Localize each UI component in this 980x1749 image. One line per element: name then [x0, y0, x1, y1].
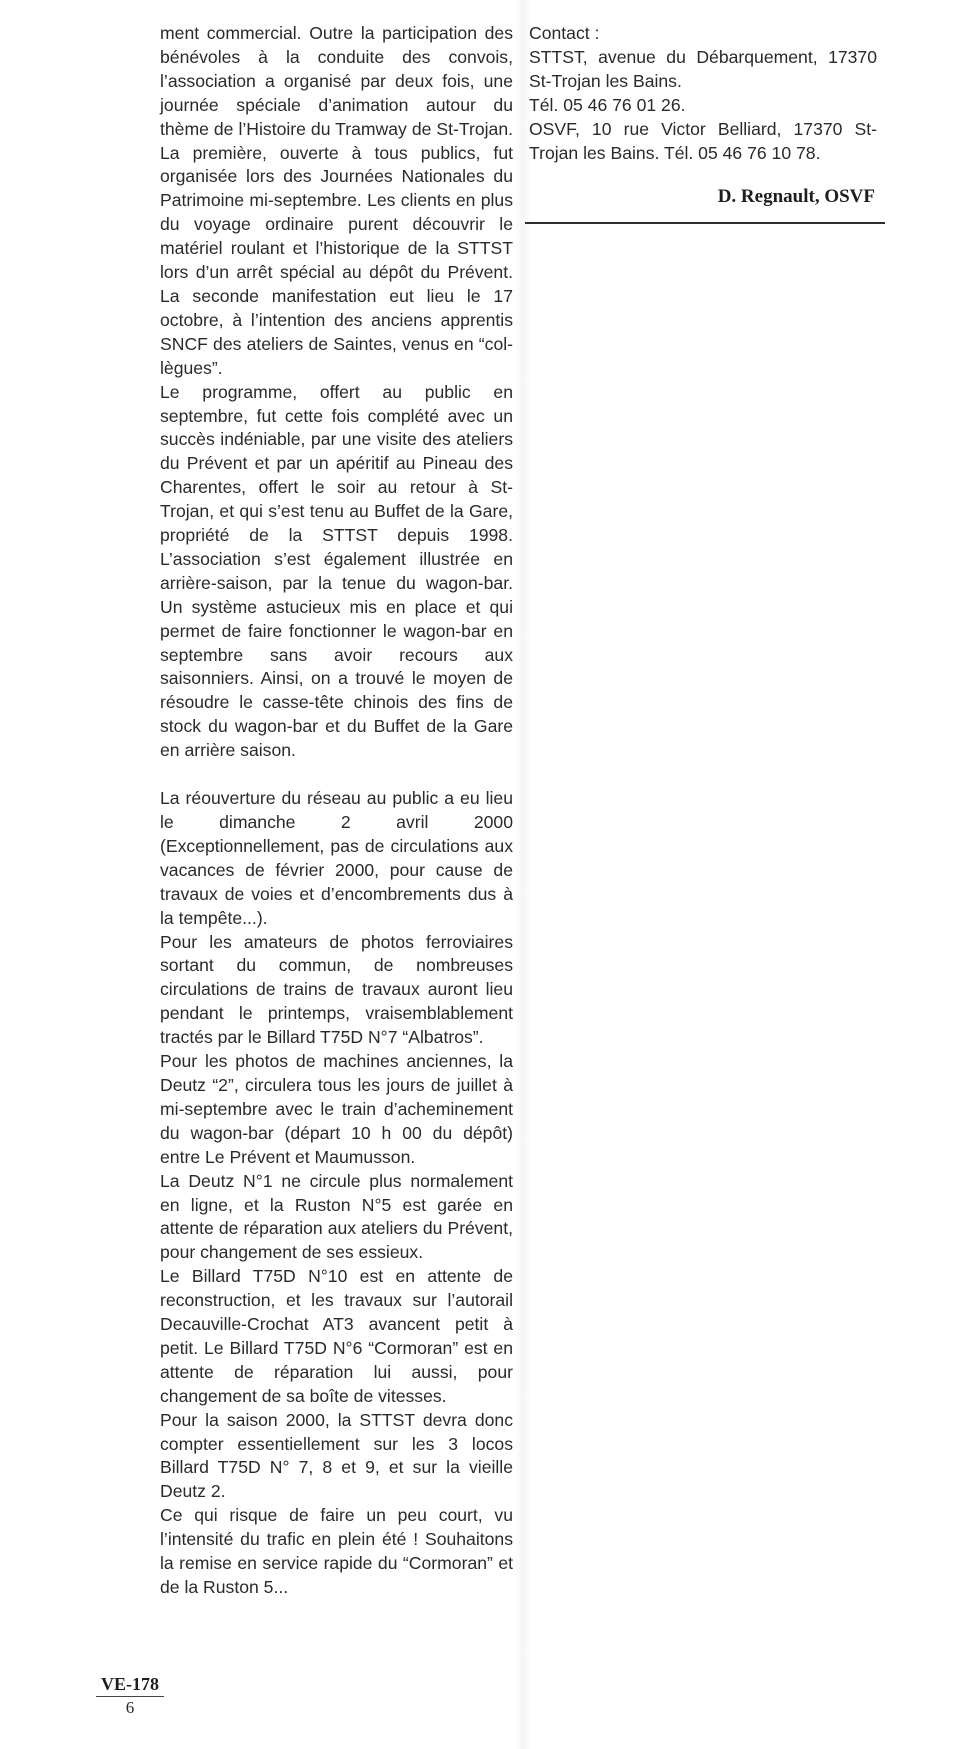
section-divider	[525, 222, 885, 224]
paragraph-saison-2000: Pour la saison 2000, la STTST devra donc compter essentiellement sur les 3 locos Billard T75D N° 7, 8 et 9, et sur la vieille Deutz 2.	[160, 1409, 513, 1502]
paragraph-reouverture: La réouverture du réseau au public a eu lieu le dimanche 2 avril 2000 (Exceptionnellement, pas de circulations aux vacances de février 2000, pour cause de travaux de voies et d’encombrements dus à la tempête...).	[160, 788, 513, 928]
contact-sttst-phone: Tél. 05 46 76 01 26.	[529, 94, 686, 115]
paragraph-deutz-1-ruston: La Deutz N°1 ne circule plus normalement en ligne, et la Ruston N°5 est garée en attente de réparation aux ateliers du Prévent, pour changement de ses essieux.	[160, 1170, 513, 1263]
contact-block	[529, 22, 877, 165]
contact-osvf-address: OSVF, 10 rue Victor Belliard, 17370 St-Trojan les Bains. Tél. 05 46 76 10 78.	[529, 118, 877, 163]
paragraph-gap	[160, 763, 513, 787]
author-signature: D. Regnault, OSVF	[717, 186, 875, 207]
paragraph-photos-ferroviaires: Pour les amateurs de photos ferroviaires sortant du commun, de nombreuses circulations de trains de travaux auront lieu pendant le printemps, vraisemblablement tractés par le Billard T75D N°7 “Albatros”.	[160, 931, 513, 1048]
issue-code: VE-178	[96, 1674, 164, 1697]
paragraph-animations: ment commercial. Outre la participation des bénévoles à la conduite des convois, l’association a organisé par deux fois, une journée spéciale d’animation autour du thème de l’Histoire du Tramway de St-Trojan. La première, ouverte à tous publics, fut organisée lors des Journées Nationales du Patrimoine mi-septembre. Les clients en plus du voyage ordinaire purent découvrir le matériel roulant et l’historique de la STTST lors d’un arrêt spécial au dépôt du Prévent. La seconde manifestation eut lieu le 17 octobre, à l’intention des anciens apprentis SNCF des ateliers de Saintes, venus en “col-lègues”.	[160, 23, 513, 378]
contact-label: Contact :	[529, 23, 600, 43]
column-gutter	[515, 0, 531, 1749]
paragraph-programme: Le programme, offert au public en septembre, fut cette fois complété avec un succès indéniable, par une visite des ateliers du Prévent et par un apéritif au Pineau des Charentes, offert le soir au retour à St-Trojan, et qui s’est tenu au Buffet de la Gare, propriété de la STTST depuis 1998. L’association s’est également illustrée en arrière-saison, par la tenue du wagon-bar. Un système astucieux mis en place et qui permet de faire fonctionner le wagon-bar en septembre sans avoir recours aux saisonniers. Ainsi, on a trouvé le moyen de résoudre le casse-tête chinois des fins de stock du wagon-bar et du Buffet de la Gare en arrière saison.	[160, 381, 513, 761]
contact-sttst-address: STTST, avenue du Débarquement, 17370 St-Trojan les Bains.	[529, 46, 877, 91]
article-left-column	[160, 22, 513, 1600]
page-number: 6	[125, 1698, 135, 1717]
paragraph-deutz-2: Pour les photos de machines anciennes, la Deutz “2”, circulera tous les jours de juillet à mi-septembre avec le train d’acheminement du wagon-bar (départ 10 h 00 du dépôt) entre Le Prévent et Maumusson.	[160, 1051, 513, 1167]
paragraph-billard-t75d: Le Billard T75D N°10 est en attente de reconstruction, et les travaux sur l’autorail Decauville-Crochat AT3 avancent petit à petit. Le Billard T75D N°6 “Cormoran” est en attente de réparation lui aussi, pour changement de sa boîte de vitesses.	[160, 1266, 513, 1406]
paragraph-conclusion: Ce qui risque de faire un peu court, vu l’intensité du trafic en plein été ! Souhaitons la remise en service rapide du “Cormoran” et de la Ruston 5...	[160, 1505, 513, 1597]
